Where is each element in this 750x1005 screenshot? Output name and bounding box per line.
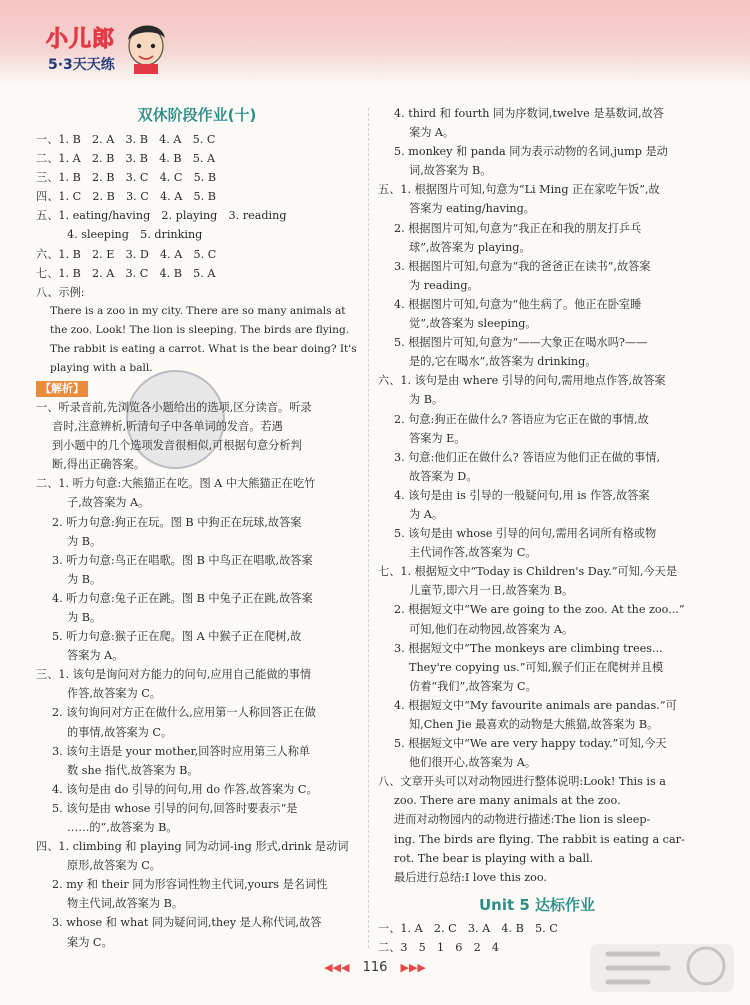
mascot-boy-icon (122, 16, 170, 74)
analysis-line: 4. 该句是由 is 引导的一般疑问句,用 is 作答,故答案 (394, 488, 650, 502)
analysis-line: 2. 句意:狗正在做什么? 答语应为它正在做的事情,故 (394, 412, 649, 426)
analysis-line: 二、1. 听力句意:大熊猫正在吃。图 A 中大熊猫正在吃竹 (36, 477, 316, 491)
right-column (378, 104, 696, 957)
analysis-line: 觉”,故答案为 sleeping。 (409, 317, 537, 331)
analysis-line: ……的”,故答案为 B。 (67, 821, 178, 834)
analysis-line: 物主代词,故答案为 B。 (67, 897, 184, 911)
analysis-line: 最后进行总结:I love this zoo. (394, 870, 547, 884)
analysis-line: 原形,故答案为 C。 (67, 859, 161, 873)
analysis-line: 作答,故答案为 C。 (67, 687, 161, 701)
watermark-logo (588, 940, 736, 996)
analysis-line: 三、1. 该句是询问对方能力的问句,应用自己能做的事情 (36, 668, 312, 682)
page-number: 116 (362, 960, 388, 975)
brand-logo (38, 10, 178, 80)
answer-line: 八、示例: (36, 285, 85, 299)
logo-subtitle: 5·3天天练 (48, 57, 115, 73)
analysis-line: 2. 听力句意:狗正在玩。图 B 中狗正在玩球,故答案 (52, 515, 302, 529)
unit-title: Unit 5 达标作业 (478, 895, 596, 914)
analysis-line: 可知,他们在动物园,故答案为 A。 (409, 622, 574, 636)
analysis-line: 他们很开心,故答案为 A。 (409, 756, 537, 770)
analysis-line: 为 B。 (67, 534, 102, 548)
prev-arrows-icon: ◀◀◀ (324, 961, 350, 974)
analysis-line: 4. 根据短文中“My favourite animals are pandas.”可 (394, 698, 677, 712)
analysis-line: 为 reading。 (409, 278, 479, 292)
analysis-line: 数 she 指代,故答案为 B。 (67, 763, 199, 777)
sample-essay: There is a zoo in my city. There are so many animals at the zoo. Look! The lion is sleeping. The birds are flying. The rabbit is eating a carrot. What is the bear doing? It's playing with a ball. (50, 304, 357, 374)
analysis-line: 音时,注意辨析,听清句子中各单词的发音。若遇 (52, 420, 283, 434)
analysis-line: 为 B。 (67, 610, 102, 624)
analysis-line: 4. 根据图片可知,句意为“他生病了。他正在卧室睡 (394, 297, 642, 311)
analysis-line: 3. 句意:他们正在做什么? 答语应为他们正在做的事情, (394, 450, 661, 464)
analysis-line: 仿着“我们”,故答案为 C。 (409, 679, 537, 693)
analysis-line: 5. 听力句意:猴子正在爬。图 A 中猴子正在爬树,故 (52, 630, 302, 644)
answer-line: 三、1. B 2. B 3. C 4. C 5. B (36, 171, 217, 185)
analysis-line: 2. 根据短文中“We are going to the zoo. At the zoo...” (394, 603, 685, 617)
analysis-line: 3. whose 和 what 同为疑问词,they 是人称代词,故答 (52, 916, 322, 930)
analysis-line: 4. 该句是由 do 引导的问句,用 do 作答,故答案为 C。 (52, 782, 318, 796)
analysis-line: 儿童节,即六月一日,故答案为 B。 (409, 584, 574, 598)
answer-line: 二、1. A 2. B 3. B 4. B 5. A (36, 152, 216, 166)
analysis-line: 4. third 和 fourth 同为序数词,twelve 是基数词,故答 (394, 107, 664, 120)
analysis-line: 2. my 和 their 同为形容词性物主代词,yours 是名词性 (52, 878, 328, 892)
analysis-line: 3. 该句主语是 your mother,回答时应用第三人称单 (52, 744, 311, 758)
logo-title: 小儿郎 (46, 27, 116, 52)
analysis-line: 为 B。 (67, 572, 102, 586)
analysis-line: 答案为 eating/having。 (409, 202, 535, 216)
analysis-line: They're copying us.”可知,猴子们正在爬树并且模 (409, 660, 664, 674)
analysis-line: 到小题中的几个选项发音很相似,可根据句意分析判 (52, 439, 302, 453)
answer-line: 二、3 5 1 6 2 4 (378, 940, 500, 954)
analysis-line: 为 B。 (409, 393, 444, 407)
analysis-line: 2. 该句询问对方正在做什么,应用第一人称回答正在做 (52, 706, 316, 720)
analysis-line: 5. 该句是由 whose 引导的问句,回答时要表示“是 (52, 801, 298, 815)
analysis-tag: 【解析】 (36, 381, 88, 397)
analysis-line: zoo. There are many animals at the zoo. (394, 794, 621, 808)
analysis-line: 5. 根据图片可知,句意为“——大象正在喝水吗?—— (394, 336, 648, 350)
analysis-line: 一、听录音前,先浏览各小题给出的选项,区分读音。听录 (36, 400, 312, 414)
analysis-line: 案为 A。 (409, 126, 455, 140)
page-title: 双休阶段作业(十) (137, 106, 257, 124)
analysis-line: 答案为 E。 (409, 431, 466, 445)
analysis-line: 是的,它在喝水”,故答案为 drinking。 (409, 355, 597, 369)
column-divider (368, 108, 369, 948)
analysis-line: 5. monkey 和 panda 同为表示动物的名词,jump 是动 (394, 145, 668, 159)
analysis-line: 3. 听力句意:鸟正在唱歌。图 B 中鸟正在唱歌,故答案 (52, 553, 313, 567)
answer-line: 一、1. B 2. A 3. B 4. A 5. C (36, 133, 216, 146)
answer-line: 四、1. C 2. B 3. C 4. A 5. B (36, 190, 216, 204)
analysis-line: 2. 根据图片可知,句意为“我正在和我的朋友打乒乓 (394, 221, 642, 235)
analysis-line: 六、1. 该句是由 where 引导的问句,需用地点作答,故答案 (378, 374, 666, 388)
analysis-line: 进而对动物园内的动物进行描述:The lion is sleep- (394, 813, 651, 827)
analysis-line: 子,故答案为 A。 (67, 496, 150, 510)
analysis-line: 答案为 A。 (67, 649, 124, 663)
analysis-line: ing. The birds are flying. The rabbit is eating a car- (394, 832, 685, 846)
analysis-line: 故答案为 D。 (409, 469, 478, 483)
analysis-line: 四、1. climbing 和 playing 同为动词-ing 形式,drink 是动词 (36, 840, 349, 854)
analysis-line: 球”,故答案为 playing。 (409, 240, 531, 254)
analysis-line: 为 A。 (409, 507, 444, 521)
analysis-line: 主代词作答,故答案为 C。 (409, 546, 537, 560)
analysis-line: 七、1. 根据短文中“Today is Children's Day.”可知,今天是 (378, 565, 678, 579)
answer-line: 一、1. A 2. C 3. A 4. B 5. C (378, 921, 558, 935)
answer-line: 五、1. eating/having 2. playing 3. reading (36, 209, 287, 223)
analysis-line: 的事情,故答案为 C。 (67, 725, 173, 739)
answer-line: 六、1. B 2. E 3. D 4. A 5. C (36, 247, 217, 261)
analysis-line: 断,得出正确答案。 (52, 458, 146, 472)
analysis-line: 4. 听力句意:兔子正在跳。图 B 中兔子正在跳,故答案 (52, 591, 313, 605)
analysis-line: 5. 该句是由 whose 引导的问句,需用名词所有格或物 (394, 527, 657, 541)
analysis-line: 案为 C。 (67, 935, 113, 949)
answer-line: 七、1. B 2. A 3. C 4. B 5. A (36, 266, 216, 280)
left-column (36, 104, 358, 952)
analysis-line: 词,故答案为 B。 (409, 164, 492, 178)
analysis-line: 5. 根据短文中“We are very happy today.”可知,今天 (394, 737, 667, 751)
answer-line: 4. sleeping 5. drinking (67, 228, 203, 242)
analysis-line: 知,Chen Jie 最喜欢的动物是大熊猫,故答案为 B。 (409, 718, 659, 731)
next-arrows-icon: ▶▶▶ (400, 961, 426, 974)
analysis-line: 3. 根据图片可知,句意为“我的爸爸正在读书”,故答案 (394, 259, 651, 273)
analysis-line: rot. The bear is playing with a ball. (394, 851, 594, 865)
analysis-line: 八、文章开头可以对动物园进行整体说明:Look! This is a (378, 775, 666, 789)
analysis-line: 3. 根据短文中“The monkeys are climbing trees... (394, 641, 663, 655)
analysis-line: 五、1. 根据图片可知,句意为“Li Ming 正在家吃午饭”,故 (378, 183, 660, 197)
